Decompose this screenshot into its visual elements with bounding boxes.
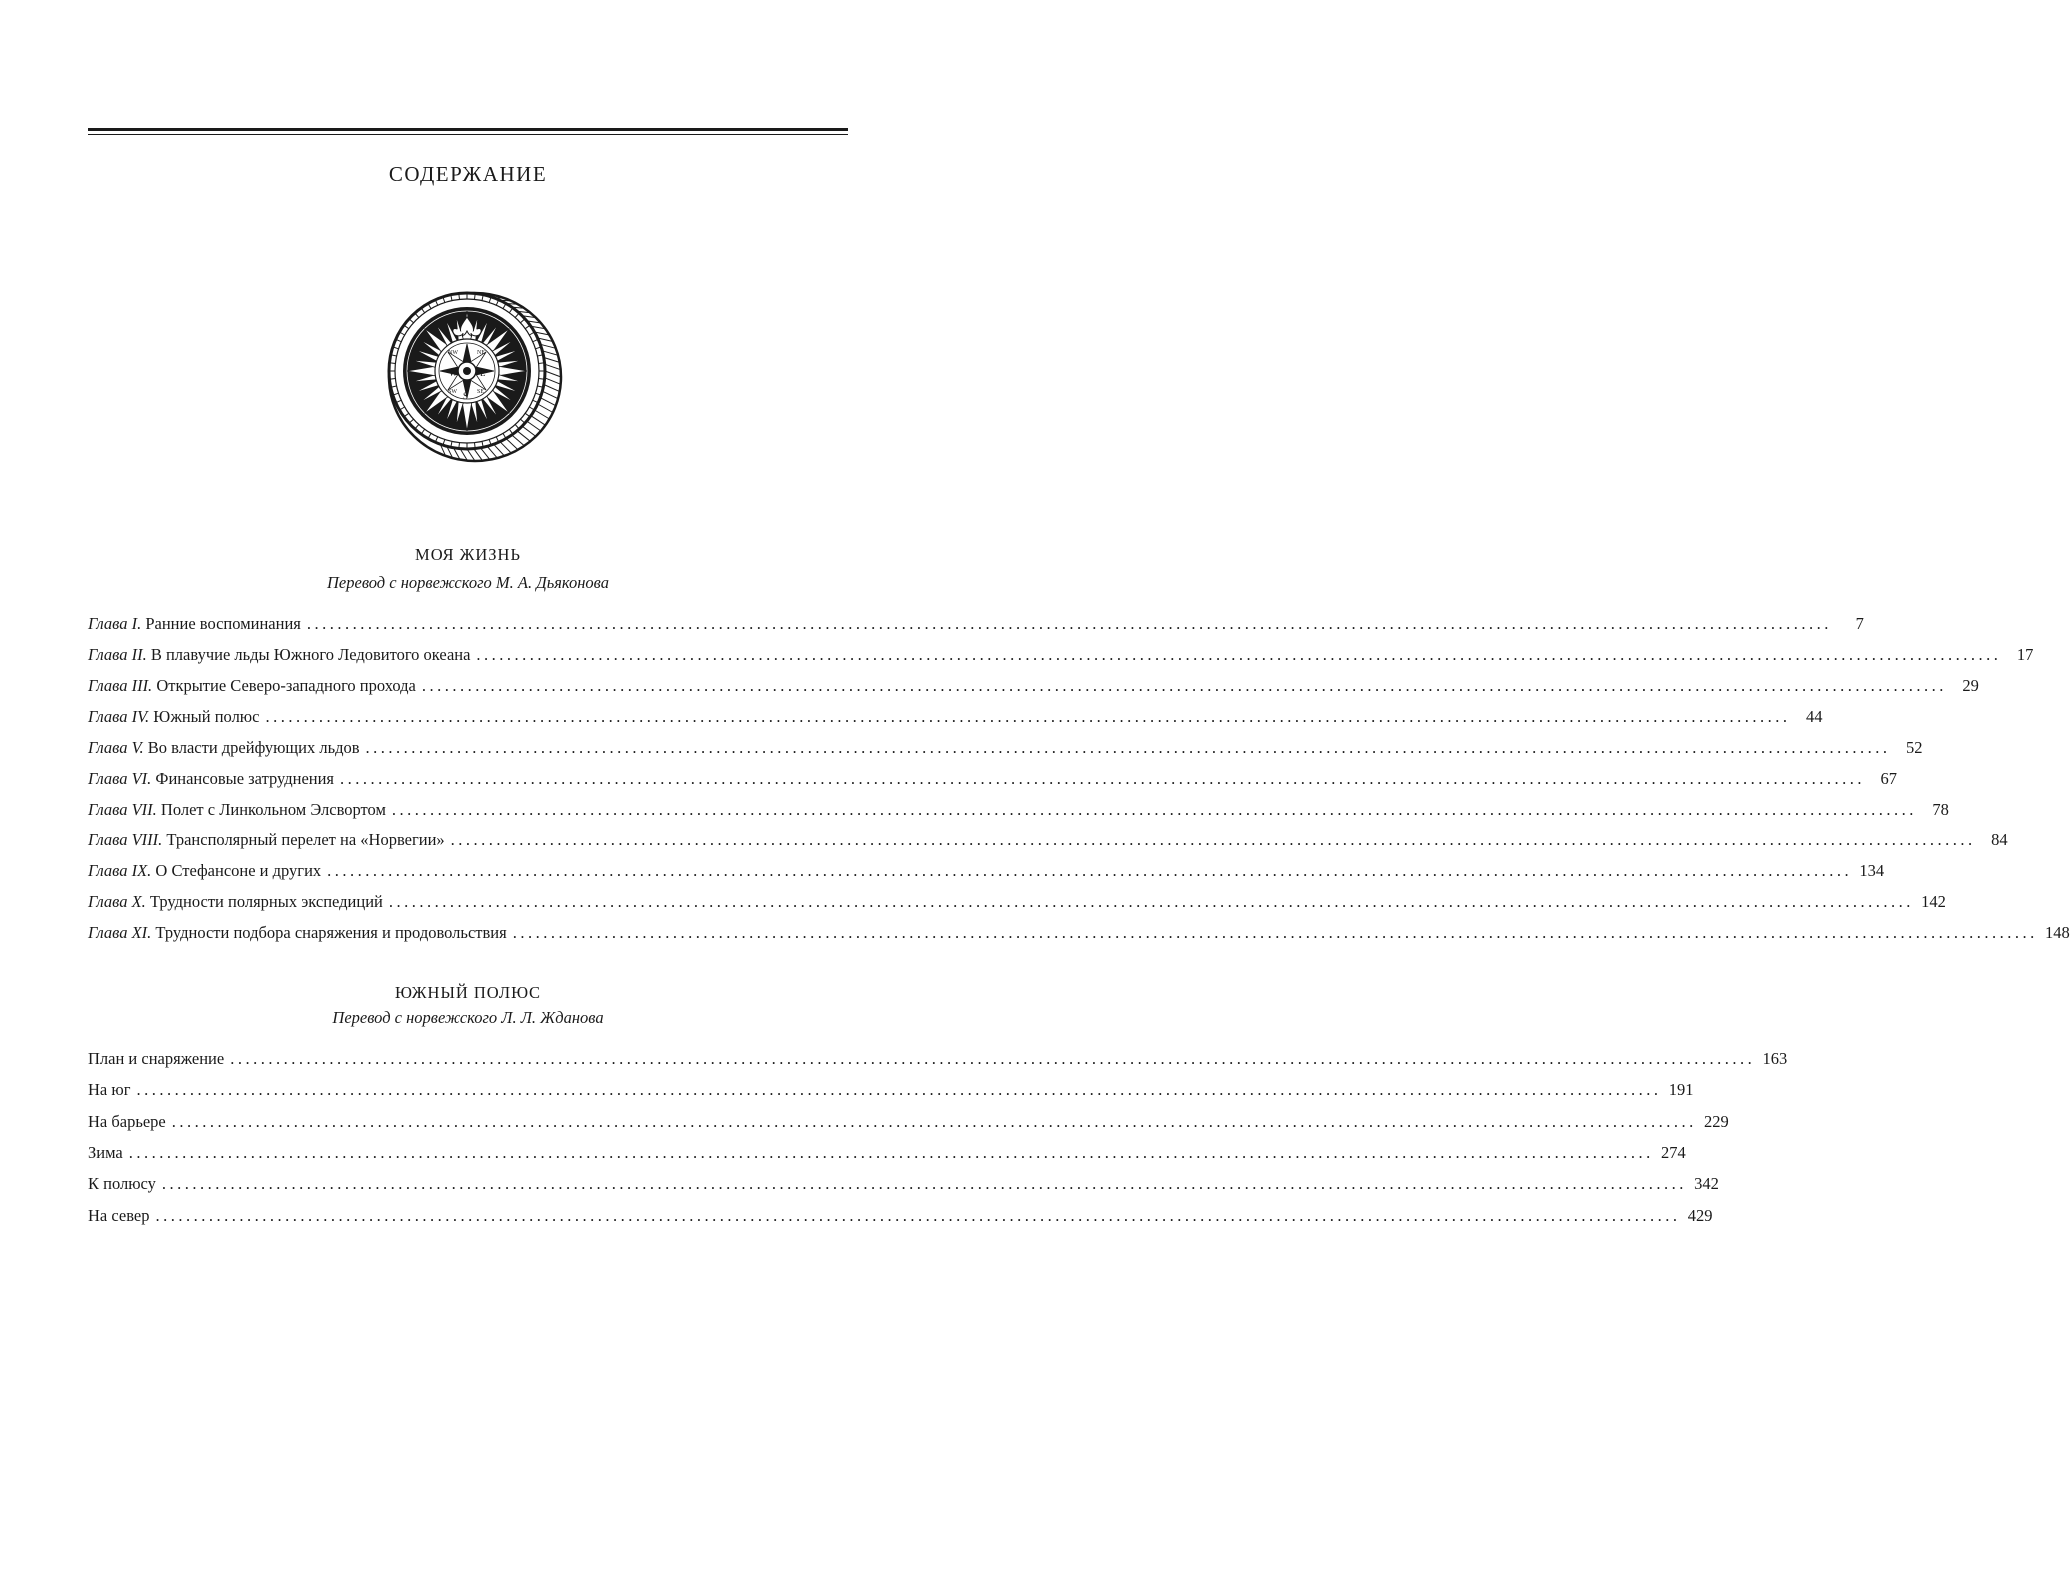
toc-chapter: Глава I.	[88, 614, 142, 633]
toc-entry[interactable]	[88, 892, 1946, 914]
header-rule-thick	[88, 128, 848, 131]
compass-letter-s: S	[463, 391, 469, 401]
toc-title: Трансполярный перелет на «Норвегии»	[166, 830, 445, 849]
toc-page-number: 7	[1855, 614, 1864, 633]
page-title: СОДЕРЖАНИЕ	[388, 162, 548, 186]
toc-title: О Стефансоне и других	[155, 861, 322, 880]
toc-title: Трудности подбора снаряжения и продовольствия	[155, 923, 507, 942]
compass-letter-w: W	[449, 368, 458, 378]
toc-page-number: 429	[1687, 1206, 1713, 1225]
toc-title: План и снаряжение	[88, 1049, 225, 1068]
toc-dot-leader: ........................................................................................................................................................................................................	[450, 830, 1976, 849]
toc-entry[interactable]	[88, 800, 1949, 822]
toc-dot-leader: ........................................................................................................................................................................................................	[512, 923, 2038, 942]
toc-entry[interactable]	[88, 1206, 1713, 1228]
toc-title: Финансовые затруднения	[155, 769, 335, 788]
toc-entry[interactable]	[88, 707, 1823, 729]
toc-chapter: Глава XI.	[88, 923, 152, 942]
toc-page-number: 342	[1694, 1174, 1719, 1193]
toc-page-number: 163	[1762, 1049, 1788, 1068]
toc-title: К полюсу	[88, 1174, 156, 1193]
toc-title: Полет с Линкольном Элсвортом	[160, 800, 386, 819]
toc-title: Трудности полярных экспедиций	[149, 892, 383, 911]
toc-dot-leader: ........................................................................................................................................................................................................	[365, 738, 1891, 757]
toc-title: В плавучие льды Южного Ледовитого океана	[150, 645, 471, 664]
toc-chapter: Глава II.	[88, 645, 147, 664]
toc-page-number: 44	[1805, 707, 1823, 726]
toc-page-number: 52	[1906, 738, 1923, 757]
toc-dot-leader: ........................................................................................................................................................................................................	[128, 1143, 1654, 1162]
toc-chapter: Глава III.	[88, 676, 153, 695]
toc-dot-leader: ........................................................................................................................................................................................................	[265, 707, 1791, 726]
compass-letter-nw: NW	[448, 350, 458, 356]
toc-entry[interactable]	[88, 676, 1979, 698]
toc-dot-leader: ........................................................................................................................................................................................................	[388, 892, 1914, 911]
compass-letter-sw: SW	[448, 389, 457, 395]
toc-page-number: 17	[2016, 645, 2034, 664]
toc-chapter: Глава IV.	[88, 707, 150, 726]
toc-dot-leader: ........................................................................................................................................................................................................	[340, 769, 1866, 788]
compass-rose-icon	[383, 283, 563, 465]
toc-page-number: 229	[1704, 1112, 1729, 1131]
toc-dot-leader: ........................................................................................................................................................................................................	[327, 861, 1853, 880]
toc-entry[interactable]	[88, 645, 2034, 667]
toc-dot-leader: ........................................................................................................................................................................................................	[136, 1080, 1662, 1099]
toc-dot-leader: ........................................................................................................................................................................................................	[476, 645, 2002, 664]
toc-entry[interactable]	[88, 830, 2008, 852]
compass-letter-e: E	[480, 368, 486, 378]
toc-chapter: Глава V.	[88, 738, 144, 757]
toc-page-number: 84	[1991, 830, 2008, 849]
section-title-my-life: МОЯ ЖИЗНЬ	[415, 545, 521, 564]
toc-page-number: 67	[1880, 769, 1898, 788]
toc-title: На юг	[88, 1080, 131, 1099]
toc-title: Южный полюс	[153, 707, 260, 726]
toc-title: Во власти дрейфующих льдов	[147, 738, 360, 757]
toc-entry[interactable]	[88, 861, 1885, 883]
section-subtitle-south-pole: Перевод с норвежского Л. Л. Жданова	[332, 1008, 604, 1027]
toc-dot-leader: ........................................................................................................................................................................................................	[171, 1112, 1697, 1131]
toc-title: Зима	[88, 1143, 123, 1162]
toc-title: Ранние воспоминания	[145, 614, 301, 633]
toc-dot-leader: ........................................................................................................................................................................................................	[155, 1206, 1681, 1225]
toc-entry[interactable]	[88, 1112, 1729, 1134]
toc-entry[interactable]	[88, 1143, 1686, 1165]
header-rule-thin	[88, 134, 848, 135]
compass-letter-ne: NE	[477, 350, 485, 356]
toc-title: На север	[88, 1206, 150, 1225]
toc-entry[interactable]	[88, 1174, 1719, 1196]
toc-page-number: 148	[2044, 923, 2070, 942]
toc-dot-leader: ........................................................................................................................................................................................................	[230, 1049, 1756, 1068]
toc-chapter: Глава IX.	[88, 861, 152, 880]
toc-chapter: Глава X.	[88, 892, 146, 911]
toc-entry[interactable]	[88, 1080, 1694, 1102]
toc-page-number: 134	[1859, 861, 1885, 880]
toc-page-number: 191	[1668, 1080, 1694, 1099]
toc-page-number: 274	[1661, 1143, 1686, 1162]
section-title-south-pole: ЮЖНЫЙ ПОЛЮС	[394, 983, 542, 1002]
toc-chapter: Глава VIII.	[88, 830, 163, 849]
toc-entry[interactable]	[88, 923, 2070, 945]
toc-chapter: Глава VII.	[88, 800, 157, 819]
toc-title: На барьере	[88, 1112, 166, 1131]
toc-chapter: Глава VI.	[88, 769, 152, 788]
toc-entry[interactable]	[88, 738, 1923, 760]
section-subtitle-my-life: Перевод с норвежского М. А. Дьяконова	[327, 573, 609, 592]
toc-title: Открытие Северо-западного прохода	[156, 676, 416, 695]
toc-dot-leader: ........................................................................................................................................................................................................	[306, 614, 1832, 633]
toc-entry[interactable]	[88, 1049, 1788, 1071]
toc-page-number: 78	[1932, 800, 1949, 819]
toc-entry[interactable]	[88, 769, 1898, 791]
toc-dot-leader: ........................................................................................................................................................................................................	[421, 676, 1947, 695]
toc-page-number: 142	[1921, 892, 1946, 911]
toc-dot-leader: ........................................................................................................................................................................................................	[161, 1174, 1687, 1193]
toc-dot-leader: ........................................................................................................................................................................................................	[391, 800, 1917, 819]
compass-letter-se: SE	[477, 389, 485, 395]
toc-page-number: 29	[1962, 676, 1979, 695]
toc-entry[interactable]	[88, 614, 1864, 636]
